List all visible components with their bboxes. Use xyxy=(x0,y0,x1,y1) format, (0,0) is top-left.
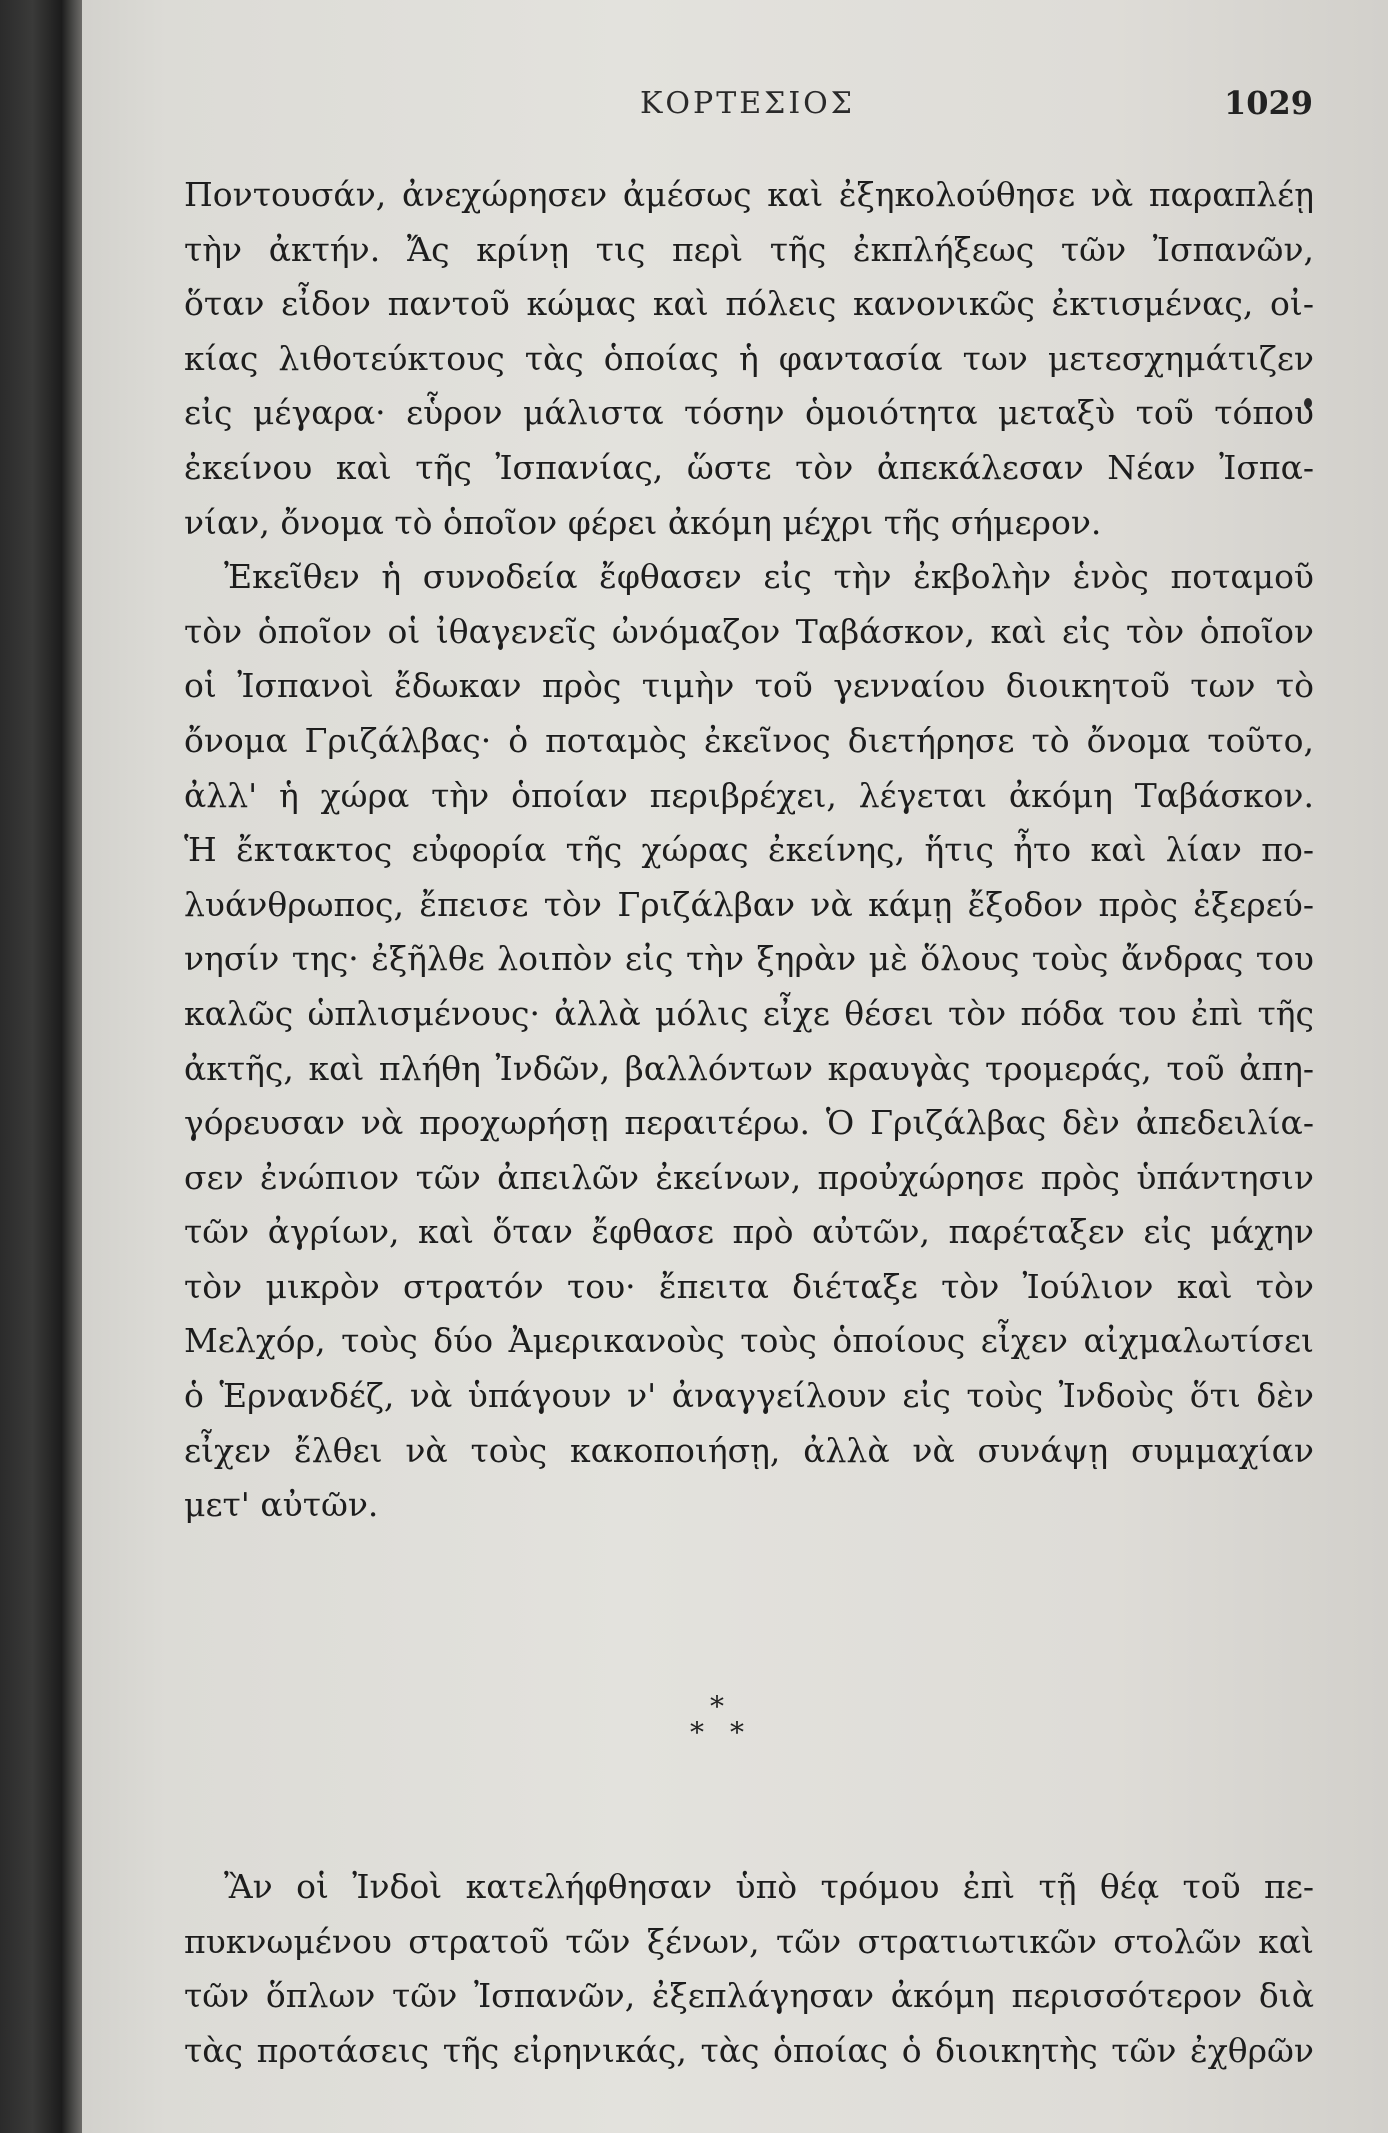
asterism-star: * xyxy=(730,1716,744,1749)
text-line: Μελχόρ, τοὺς δύο Ἀμερικανοὺς τοὺς ὁποίους εἶχεν αἰχμαλωτίσει xyxy=(184,1321,1314,1361)
text-line: γόρευσαν νὰ προχωρήσῃ περαιτέρω. Ὁ Γριζάλβας δὲν ἀπεδειλία- xyxy=(184,1103,1314,1143)
text-line: τὸν ὁποῖον οἱ ἰθαγενεῖς ὠνόμαζον Ταβάσκον, καὶ εἰς τὸν ὁποῖον xyxy=(184,611,1314,651)
asterism-star: * xyxy=(690,1716,704,1749)
text-line: σεν ἐνώπιον τῶν ἀπειλῶν ἐκείνων, προὐχώρησε πρὸς ὑπάντησιν xyxy=(184,1157,1314,1197)
text-line: τὴν ἀκτήν. Ἄς κρίνῃ τις περὶ τῆς ἐκπλήξεως τῶν Ἰσπανῶν, xyxy=(184,229,1314,269)
body-text xyxy=(184,168,1314,1533)
text-line: κίας λιθοτεύκτους τὰς ὁποίας ἡ φαντασία των μετεσχημάτιζεν xyxy=(184,338,1314,378)
page-number: 1029 xyxy=(1224,84,1314,122)
text-line: νησίν της· ἐξῆλθε λοιπὸν εἰς τὴν ξηρὰν μὲ ὅλους τοὺς ἄνδρας του xyxy=(184,939,1314,979)
text-line: ἀλλ' ἡ χώρα τὴν ὁποίαν περιβρέχει, λέγεται ἀκόμη Ταβάσκον. xyxy=(184,775,1314,815)
text-line: καλῶς ὡπλισμένους· ἀλλὰ μόλις εἶχε θέσει τὸν πόδα του ἐπὶ τῆς xyxy=(184,993,1314,1033)
text-line: Ἂν οἱ Ἰνδοὶ κατελήφθησαν ὑπὸ τρόμου ἐπὶ τῇ θέᾳ τοῦ πε- xyxy=(224,1867,1314,1906)
text-line: μετ' αὐτῶν. xyxy=(184,1485,379,1525)
text-line: εἰς μέγαρα· εὗρον μάλιστα τόσην ὁμοιότητα μεταξὺ τοῦ τόπου xyxy=(184,393,1314,433)
text-line: εἶχεν ἔλθει νὰ τοὺς κακοποιήσῃ, ἀλλὰ νὰ συνάψῃ συμμαχίαν xyxy=(184,1430,1314,1470)
body-text-continued xyxy=(184,1860,1314,2078)
text-line: Ποντουσάν, ἀνεχώρησεν ἀμέσως καὶ ἐξηκολούθησε νὰ παραπλέῃ xyxy=(184,175,1314,214)
text-line: τὸν μικρὸν στρατόν του· ἔπειτα διέταξε τὸν Ἰούλιον καὶ τὸν xyxy=(184,1266,1314,1306)
text-line: ἀκτῆς, καὶ πλήθη Ἰνδῶν, βαλλόντων κραυγὰς τρομεράς, τοῦ ἀπη- xyxy=(184,1048,1314,1088)
text-line: πυκνωμένου στρατοῦ τῶν ξένων, τῶν στρατιωτικῶν στολῶν καὶ xyxy=(184,1921,1314,1961)
text-line: ὁ Ἑρνανδέζ, νὰ ὑπάγουν ν' ἀναγγείλουν εἰς τοὺς Ἰνδοὺς ὅτι δὲν xyxy=(184,1376,1314,1416)
text-line: ὄνομα Γριζάλβας· ὁ ποταμὸς ἐκεῖνος διετήρησε τὸ ὄνομα τοῦτο, xyxy=(184,720,1314,760)
text-line: Ἡ ἔκτακτος εὐφορία τῆς χώρας ἐκείνης, ἥτις ἦτο καὶ λίαν πο- xyxy=(184,830,1314,870)
text-line: τῶν ὅπλων τῶν Ἰσπανῶν, ἐξεπλάγησαν ἀκόμη περισσότερον διὰ xyxy=(184,1976,1314,2016)
page-header xyxy=(0,86,1388,136)
text-line: Ἐκεῖθεν ἡ συνοδεία ἔφθασεν εἰς τὴν ἐκβολὴν ἑνὸς ποταμοῦ xyxy=(224,557,1314,597)
text-line: τῶν ἀγρίων, καὶ ὅταν ἔφθασε πρὸ αὐτῶν, παρέταξεν εἰς μάχην xyxy=(184,1212,1314,1252)
text-line: ὅταν εἶδον παντοῦ κώμας καὶ πόλεις κανονικῶς ἐκτισμένας, οἰ- xyxy=(184,284,1314,324)
asterism-star: * xyxy=(710,1690,724,1723)
running-title: ΚΟΡΤΕΣΙΟΣ xyxy=(640,86,855,121)
text-line: λυάνθρωπος, ἔπεισε τὸν Γριζάλβαν νὰ κάμῃ ἔξοδον πρὸς ἐξερεύ- xyxy=(184,884,1314,924)
text-line: τὰς προτάσεις τῆς εἰρηνικάς, τὰς ὁποίας ὁ διοικητὴς τῶν ἐχθρῶν xyxy=(184,2030,1314,2070)
book-spine-shadow xyxy=(0,0,82,2133)
section-break-asterism xyxy=(690,1690,750,1750)
text-line: οἱ Ἰσπανοὶ ἔδωκαν πρὸς τιμὴν τοῦ γενναίου διοικητοῦ των τὸ xyxy=(184,666,1314,706)
text-line: ἐκείνου καὶ τῆς Ἰσπανίας, ὥστε τὸν ἀπεκάλεσαν Νέαν Ἰσπα- xyxy=(184,447,1314,487)
text-line: νίαν, ὄνομα τὸ ὁποῖον φέρει ἀκόμη μέχρι τῆς σήμερον. xyxy=(184,502,1102,542)
